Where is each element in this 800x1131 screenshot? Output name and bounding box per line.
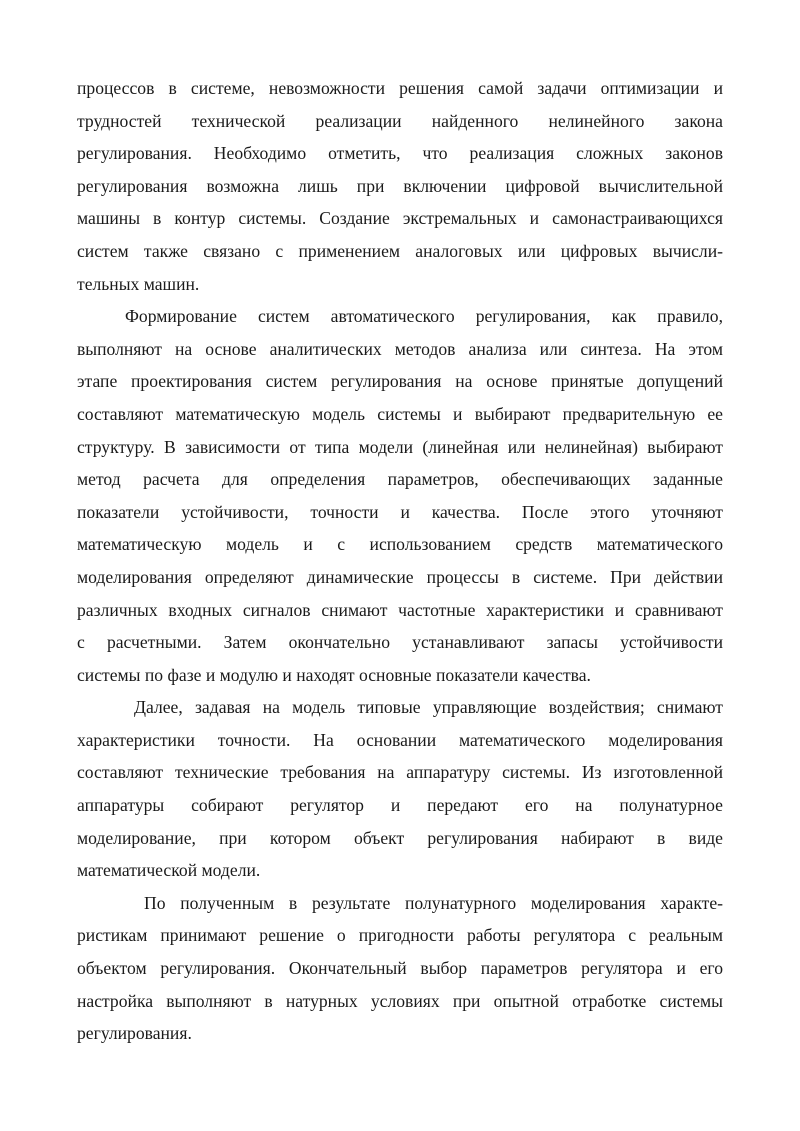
text-line: ристикам принимают решение о пригодности работы регулятора с реальным — [77, 925, 723, 946]
text-line: моделирования определяют динамические процессы в системе. При действии — [77, 566, 723, 587]
text-line: процессов в системе, невозможности решения самой задачи оптимизации и — [77, 78, 723, 98]
paragraph-3 — [77, 691, 723, 887]
text-line: аппаратуры собирают регулятор и передают его на полунатурное — [77, 795, 723, 816]
paragraph-1 — [77, 72, 723, 300]
text-line: систем также связано с применением аналоговых или цифровых вычисли- — [77, 240, 723, 261]
document-page — [77, 72, 723, 1050]
text-line: объектом регулирования. Окончательный выбор параметров регулятора и его — [77, 958, 723, 979]
text-line: различных входных сигналов снимают частотные характеристики и сравнивают — [77, 599, 723, 620]
text-line: регулирования. Необходимо отметить, что реализация сложных законов — [77, 143, 723, 164]
text-line: Далее, задавая на модель типовые управляющие воздействия; снимают — [134, 697, 723, 718]
text-line: Формирование систем автоматического регулирования, как правило, — [125, 306, 723, 327]
text-line: показатели устойчивости, точности и качества. После этого уточняют — [77, 501, 723, 522]
text-line: тельных машин. — [77, 273, 200, 294]
text-line: характеристики точности. На основании математического моделирования — [77, 729, 723, 750]
text-line: настройка выполняют в натурных условиях при опытной отработке системы — [77, 990, 723, 1011]
text-line: структуру. В зависимости от типа модели (линейная или нелинейная) выбирают — [77, 436, 723, 457]
text-line: математическую модель и с использованием средств математического — [77, 534, 723, 555]
text-line: с расчетными. Затем окончательно устанавливают запасы устойчивости — [77, 632, 723, 653]
text-line: метод расчета для определения параметров, обеспечивающих заданные — [77, 469, 723, 490]
text-line: этапе проектирования систем регулирования на основе принятые допущений — [77, 371, 723, 392]
text-line: регулирования возможна лишь при включении цифровой вычислительной — [77, 175, 723, 196]
text-line: составляют технические требования на аппаратуру системы. Из изготовленной — [77, 762, 723, 783]
text-line: машины в контур системы. Создание экстремальных и самонастраивающихся — [77, 208, 723, 229]
text-line: По полученным в результате полунатурного моделирования характе- — [144, 892, 723, 913]
text-line: моделирование, при котором объект регулирования набирают в виде — [77, 827, 723, 848]
text-line: трудностей технической реализации найденного нелинейного закона — [77, 110, 723, 131]
text-line: выполняют на основе аналитических методов анализа или синтеза. На этом — [77, 338, 723, 359]
paragraph-4 — [77, 887, 723, 1050]
text-line: регулирования. — [77, 1023, 192, 1044]
paragraph-2 — [77, 300, 723, 691]
text-line: математической модели. — [77, 860, 261, 881]
text-line: системы по фазе и модулю и находят основные показатели качества. — [77, 664, 591, 685]
text-line: составляют математическую модель системы и выбирают предварительную ее — [77, 403, 723, 424]
